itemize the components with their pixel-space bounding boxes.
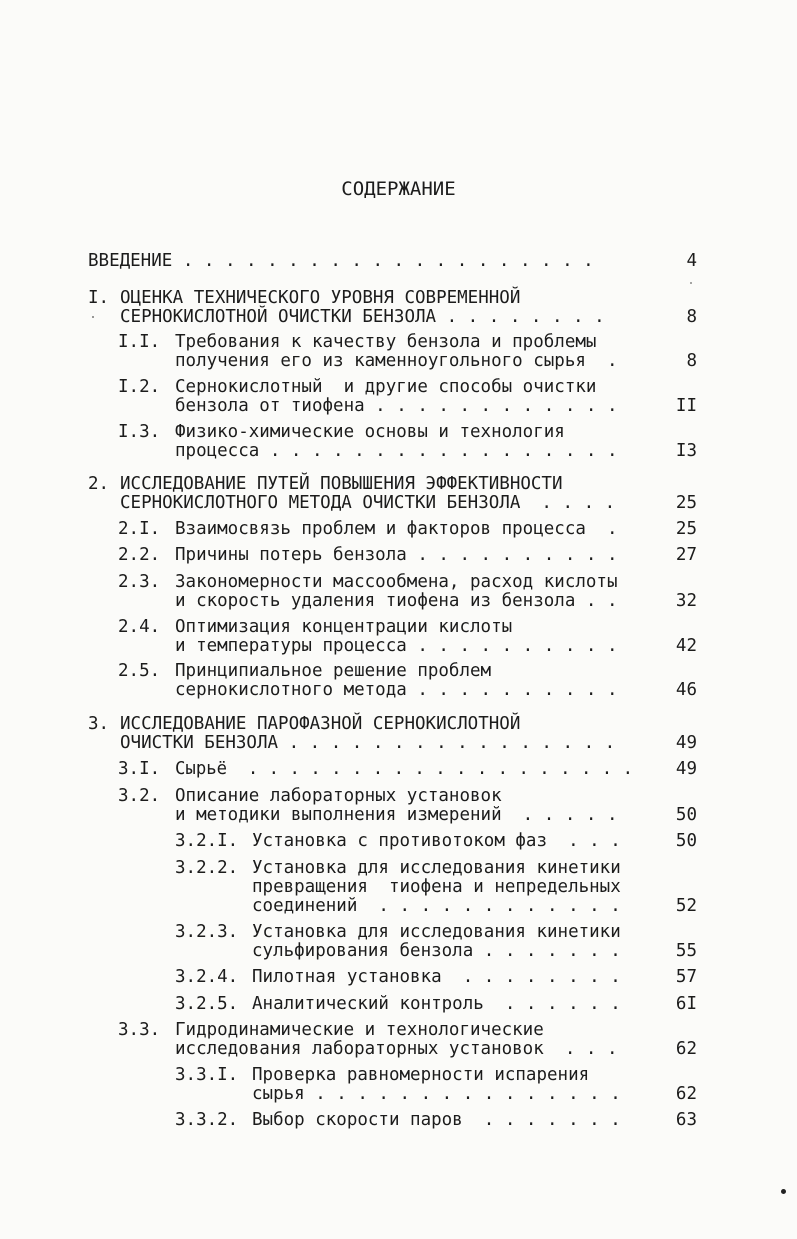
toc-entry-text: Причины потерь бензола . . . . . . . . . . — [175, 545, 618, 565]
toc-page-number: 27 — [675, 545, 697, 565]
toc-entry-section-2 — [120, 475, 615, 513]
scan-speck — [92, 316, 94, 318]
toc-entry-introduction — [88, 252, 594, 271]
toc-section-number: 3.3. — [118, 1020, 161, 1040]
toc-entry-text: сульфирования бензола . . . . . . . — [252, 941, 621, 961]
scan-speck — [781, 1189, 786, 1194]
toc-entry-text: Оптимизация концентрации кислоты — [175, 617, 513, 637]
toc-entry-text: исследования лабораторных установок . . . — [175, 1039, 618, 1059]
toc-entry-text: Сернокислотный и другие способы очистки — [175, 377, 597, 397]
toc-entry-text: Сырьё . . . . . . . . . . . . . . . . . . . — [175, 759, 633, 779]
toc-entry-text: сырья . . . . . . . . . . . . . . . — [252, 1084, 621, 1104]
toc-section-number: I.I. — [118, 332, 161, 352]
toc-entry-3-3-1 — [252, 1066, 621, 1104]
scan-speck — [690, 282, 692, 284]
toc-page-number: 50 — [675, 805, 697, 825]
toc-entry-text: превращения тиофена и непредельных — [252, 877, 621, 897]
toc-section-number: 3.3.2. — [175, 1110, 239, 1130]
toc-entry-text: ОЧИСТКИ БЕНЗОЛА . . . . . . . . . . . . . . . . — [120, 733, 616, 753]
toc-entry-text: Проверка равномерности испарения — [252, 1065, 590, 1085]
toc-entry-text: получения его из каменноугольного сырья . — [175, 351, 618, 371]
toc-section-number: 2.I. — [118, 519, 161, 539]
toc-page-number: 62 — [675, 1084, 697, 1104]
toc-section-number: 3.2.I. — [175, 831, 239, 851]
toc-page-number: 25 — [675, 493, 697, 513]
toc-page-number: 50 — [675, 831, 697, 851]
toc-entry-text: и методики выполнения измерений . . . . . — [175, 805, 618, 825]
toc-page-number: 8 — [686, 351, 697, 371]
toc-entry-1-2 — [175, 378, 618, 416]
toc-entry-3-1 — [175, 760, 639, 779]
toc-section-number: 3.I. — [118, 759, 161, 779]
toc-entry-2-1 — [175, 520, 618, 539]
toc-page-number: 6I — [675, 994, 697, 1014]
toc-entry-text: Пилотная установка . . . . . . . . — [252, 967, 621, 987]
toc-section-number: 3.2. — [118, 786, 161, 806]
toc-entry-text: Закономерности массообмена, расход кислоты — [175, 572, 618, 592]
toc-section-number: I.3. — [118, 422, 161, 442]
toc-entry-text: Выбор скорости паров . . . . . . . — [252, 1110, 621, 1130]
toc-entry-text: Физико-химические основы и технология — [175, 422, 565, 442]
toc-entry-3-2-4 — [252, 968, 621, 987]
toc-page-number: 32 — [675, 591, 697, 611]
toc-entry-3-2-3 — [252, 923, 621, 961]
toc-page-number: 57 — [675, 967, 697, 987]
toc-page-number: 52 — [675, 896, 697, 916]
toc-entry-3-2-2 — [252, 859, 621, 916]
toc-entry-text: Гидродинамические и технологические — [175, 1020, 544, 1040]
toc-entry-text: процесса . . . . . . . . . . . . . . . . . — [175, 441, 618, 461]
toc-section-number: I.2. — [118, 377, 161, 397]
toc-entry-2-3 — [175, 573, 618, 611]
toc-page-number: II — [675, 396, 697, 416]
toc-entry-text: ИССЛЕДОВАНИЕ ПУТЕЙ ПОВЫШЕНИЯ ЭФФЕКТИВНОСТИ — [120, 474, 563, 494]
toc-entry-section-3 — [120, 715, 615, 753]
toc-entry-text: СЕРНОКИСЛОТНОЙ ОЧИСТКИ БЕНЗОЛА . . . . . . . . — [120, 307, 605, 327]
toc-entry-2-2 — [175, 546, 618, 565]
toc-section-number: 2.3. — [118, 572, 161, 592]
toc-entry-text: Описание лабораторных установок — [175, 786, 502, 806]
toc-section-number: 3.3.I. — [175, 1065, 239, 1085]
toc-page-number: 55 — [675, 941, 697, 961]
toc-entry-3-2 — [175, 787, 618, 825]
toc-section-number: 2.4. — [118, 617, 161, 637]
toc-entry-text: ИССЛЕДОВАНИЕ ПАРОФАЗНОЙ СЕРНОКИСЛОТНОЙ — [120, 714, 521, 734]
toc-page-number: 8 — [686, 307, 697, 327]
toc-section-number: 3.2.2. — [175, 858, 239, 878]
toc-page-number: 49 — [675, 733, 697, 753]
toc-section-number: 3. — [88, 714, 110, 734]
toc-entry-text: Установка с противотоком фаз . . . — [252, 831, 621, 851]
toc-entry-text: и температуры процесса . . . . . . . . . . — [175, 636, 618, 656]
toc-page-number: 62 — [675, 1039, 697, 1059]
toc-entry-text: Установка для исследования кинетики — [252, 922, 621, 942]
toc-entry-2-5 — [175, 662, 618, 700]
toc-section-number: 2.2. — [118, 545, 161, 565]
toc-page-number: 46 — [675, 680, 697, 700]
toc-entry-text: СЕРНОКИСЛОТНОГО МЕТОДА ОЧИСТКИ БЕНЗОЛА . . . . — [120, 493, 616, 513]
toc-page-number: 63 — [675, 1110, 697, 1130]
toc-section-number: 2. — [88, 474, 110, 494]
toc-entry-text: Аналитический контроль . . . . . . — [252, 994, 621, 1014]
page-title: СОДЕРЖАНИЕ — [341, 178, 456, 200]
toc-entry-3-3 — [175, 1021, 618, 1059]
toc-page-number: 49 — [675, 759, 697, 779]
toc-entry-3-2-1 — [252, 832, 621, 851]
toc-entry-3-2-5 — [252, 995, 621, 1014]
toc-entry-3-3-2 — [252, 1111, 621, 1130]
toc-section-number: 3.2.5. — [175, 994, 239, 1014]
toc-page-number: I3 — [675, 441, 697, 461]
toc-entry-text: Установка для исследования кинетики — [252, 858, 621, 878]
toc-section-number: 3.2.3. — [175, 922, 239, 942]
toc-entry-text: Принципиальное решение проблем — [175, 661, 492, 681]
toc-entry-text: и скорость удаления тиофена из бензола . . — [175, 591, 618, 611]
toc-entry-text: Взаимосвязь проблем и факторов процесса . — [175, 519, 618, 539]
toc-section-number: 3.2.4. — [175, 967, 239, 987]
toc-entry-text: сернокислотного метода . . . . . . . . . . — [175, 680, 618, 700]
toc-entry-1-3 — [175, 423, 618, 461]
toc-entry-text: Требования к качеству бензола и проблемы — [175, 332, 597, 352]
toc-section-number: 2.5. — [118, 661, 161, 681]
toc-entry-text: ОЦЕНКА ТЕХНИЧЕСКОГО УРОВНЯ СОВРЕМЕННОЙ — [120, 288, 521, 308]
toc-entry-1-1 — [175, 333, 618, 371]
toc-page-number: 4 — [686, 251, 697, 271]
toc-entry-text: ВВЕДЕНИЕ . . . . . . . . . . . . . . . . . . . . — [88, 251, 594, 271]
toc-page-number: 42 — [675, 636, 697, 656]
toc-entry-text: бензола от тиофена . . . . . . . . . . . . — [175, 396, 618, 416]
toc-entry-2-4 — [175, 618, 618, 656]
toc-entry-section-1 — [120, 289, 605, 327]
toc-section-number: I. — [88, 288, 110, 308]
toc-page-number: 25 — [675, 519, 697, 539]
toc-entry-text: соединений . . . . . . . . . . . . — [252, 896, 621, 916]
